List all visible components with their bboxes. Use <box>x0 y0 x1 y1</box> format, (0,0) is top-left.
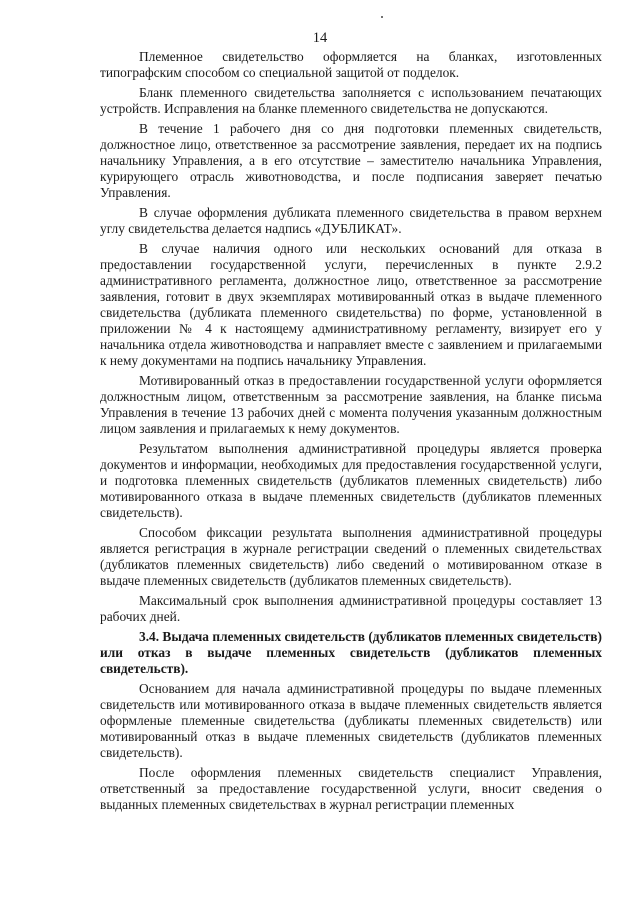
paragraph: Бланк племенного свидетельства заполняется с использованием печатающих устройств. Исправления на бланке племенного свидетельства не допускаются. <box>100 85 602 116</box>
section-heading: 3.4. Выдача племенных свидетельств (дубликатов племенных свидетельств) или отказ в выдаче племенных свидетельств (дубликатов племенных свидетельств). <box>100 629 602 676</box>
paragraph: В случае оформления дубликата племенного свидетельства в правом верхнем углу свидетельства делается надпись «ДУБЛИКАТ». <box>100 205 602 236</box>
document-body <box>100 49 602 817</box>
paragraph: Способом фиксации результата выполнения административной процедуры является регистрация в журнале регистрации сведений о племенных свидетельствах (дубликатов племенных свидетельств) либо сведений о мотивированном отказе в выдаче племенных свидетельств (дубликатов племенных свидетельств). <box>100 525 602 588</box>
paragraph: Максимальный срок выполнения административной процедуры составляет 13 рабочих дней. <box>100 593 602 624</box>
scan-speck <box>381 16 383 18</box>
page-number: 14 <box>312 30 328 46</box>
paragraph: Основанием для начала административной процедуры по выдаче племенных свидетельств или мотивированного отказа в выдаче племенных свидетельств является оформленые племенные свидетельства (дубликаты племенных свидетельств) или мотивированный отказ в выдаче племенных свидетельств (дубликатов племенных свидетельств). <box>100 681 602 760</box>
paragraph: После оформления племенных свидетельств специалист Управления, ответственный за предоставление государственной услуги, вносит сведения о выданных племенных свидетельствах в журнал регистрации племенных <box>100 765 602 812</box>
paragraph: Мотивированный отказ в предоставлении государственной услуги оформляется должностным лицом, ответственным за рассмотрение заявления, на бланке письма Управления в течение 13 рабочих дней с момента получения указанным должностным лицом заявления и прилагаемых к нему документов. <box>100 373 602 436</box>
paragraph: Племенное свидетельство оформляется на бланках, изготовленных типографским способом со специальной защитой от подделок. <box>100 49 602 80</box>
paragraph: В течение 1 рабочего дня со дня подготовки племенных свидетельств, должностное лицо, ответственное за рассмотрение заявления, передает их на подпись начальнику Управления, а в его отсутствие – заместителю начальника Управления, курирующего отрасль животноводства, и после подписания заверяет печатью Управления. <box>100 121 602 200</box>
paragraph: В случае наличия одного или нескольких оснований для отказа в предоставлении государственной услуги, перечисленных в пункте 2.9.2 административного регламента, должностное лицо, ответственное за рассмотрение заявления, готовит в двух экземплярах мотивированный отказ в выдаче племенного свидетельства (дубликата племенного свидетельства) по форме, установленной в приложении № 4 к настоящему административному регламенту, визирует его у начальника отдела животноводства и направляет вместе с заявлением и прилагаемыми к нему документами на подпись начальнику Управления. <box>100 241 602 368</box>
paragraph: Результатом выполнения административной процедуры является проверка документов и информации, необходимых для предоставления государственной услуги, и подготовка племенных свидетельств (дубликатов племенных свидетельств) либо мотивированного отказа в выдаче племенных свидетельств (дубликатов племенных свидетельств). <box>100 441 602 520</box>
